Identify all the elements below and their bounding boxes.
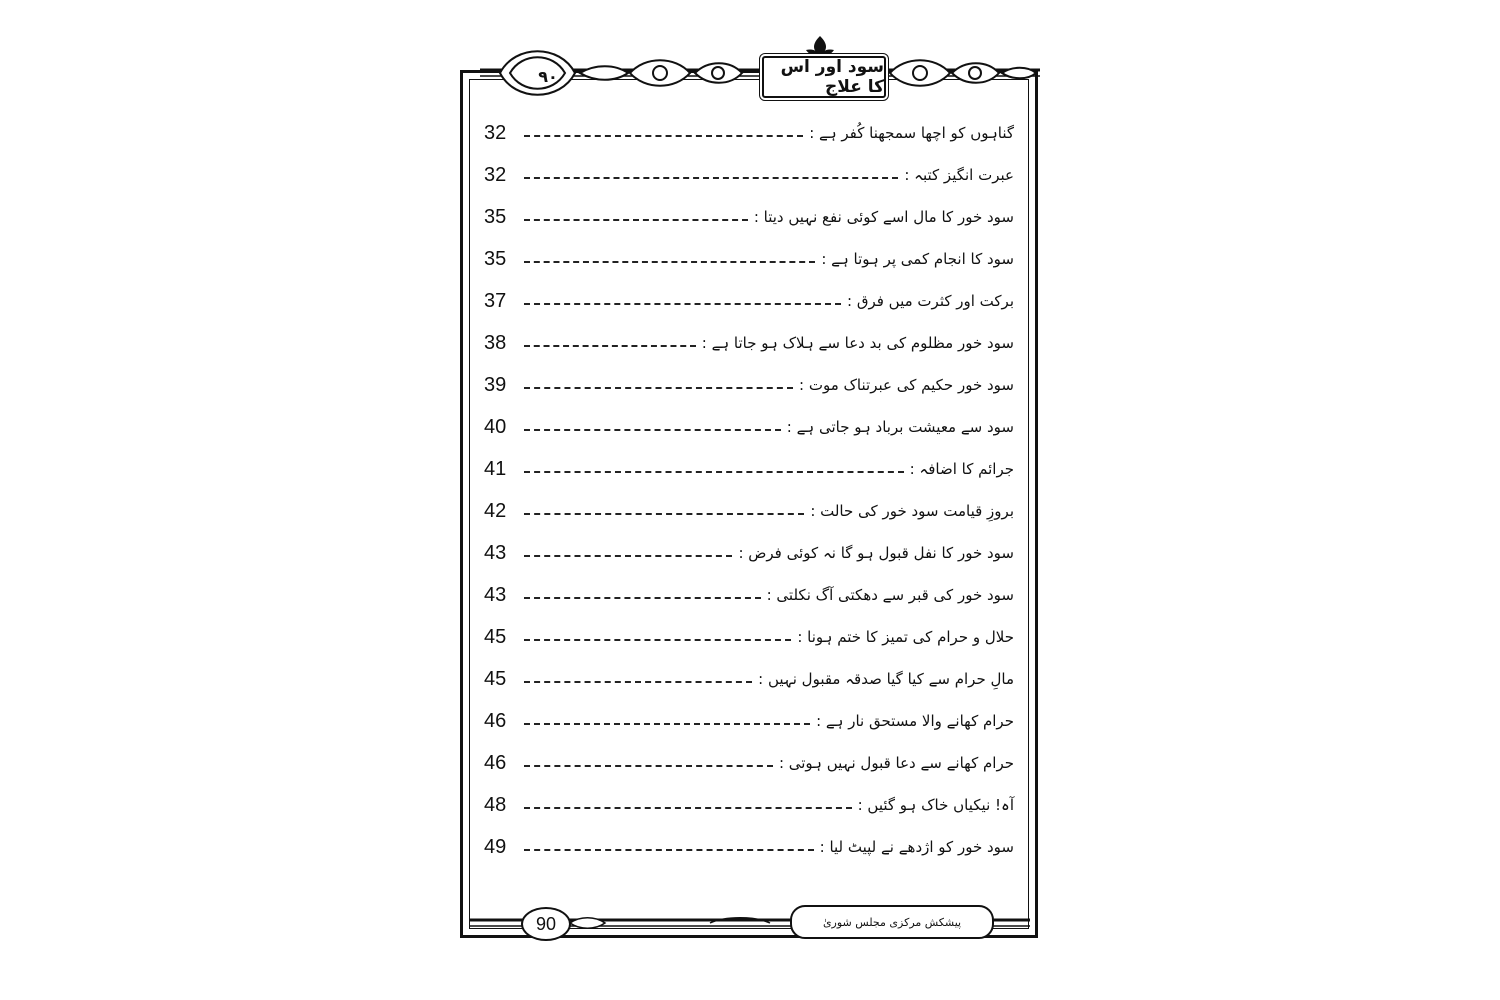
toc-title: آہ! نیکیاں خاک ہو گئیں :: [857, 796, 1014, 814]
toc-page-number: 48: [484, 793, 507, 816]
toc-row: [484, 490, 1014, 532]
toc-title: بروزِ قیامت سود خور کی حالت :: [810, 502, 1014, 520]
header-page-number: ۹۰: [538, 66, 558, 86]
toc-page-number: 46: [484, 751, 507, 774]
toc-leader: [524, 722, 810, 725]
toc-leader: [524, 386, 793, 389]
toc-page-number: 37: [484, 289, 507, 312]
toc-title: گناہوں کو اچھا سمجھنا کُفر ہے :: [809, 124, 1014, 142]
toc-title: سود خور کی قبر سے دھکتی آگ نکلتی :: [766, 586, 1014, 604]
toc-title: سود خور مظلوم کی بد دعا سے ہلاک ہو جاتا ہے :: [701, 334, 1014, 352]
toc-title: مالِ حرام سے کیا گیا صدقہ مقبول نہیں :: [758, 670, 1014, 688]
toc-title: سود خور کا نفل قبول ہو گا نہ کوئی فرض :: [738, 544, 1014, 562]
toc-leader: [524, 638, 791, 641]
table-of-contents: [484, 112, 1014, 868]
toc-leader: [524, 176, 898, 179]
toc-page-number: 35: [484, 247, 507, 270]
toc-title: جرائم کا اضافہ :: [909, 460, 1014, 478]
toc-row: [484, 658, 1014, 700]
toc-page-number: 38: [484, 331, 507, 354]
toc-row: [484, 280, 1014, 322]
toc-title: سود خور کو اژدھے نے لپیٹ لیا :: [819, 838, 1014, 856]
book-title: سود اور اس کا علاج: [762, 56, 886, 98]
toc-leader: [524, 806, 852, 809]
toc-title: برکت اور کثرت میں فرق :: [847, 292, 1014, 310]
toc-title: سود کا انجام کمی پر ہوتا ہے :: [821, 250, 1014, 268]
toc-row: [484, 196, 1014, 238]
toc-page-number: 49: [484, 835, 507, 858]
toc-row: [484, 238, 1014, 280]
toc-title: حلال و حرام کی تمیز کا ختم ہونا :: [797, 628, 1014, 646]
toc-leader: [524, 134, 803, 137]
toc-row: [484, 742, 1014, 784]
toc-page-number: 40: [484, 415, 507, 438]
toc-leader: [524, 596, 761, 599]
toc-page-number: 39: [484, 373, 507, 396]
toc-row: [484, 826, 1014, 868]
toc-row: [484, 784, 1014, 826]
footer-publisher-label: پیشکش مرکزی مجلس شوریٰ: [790, 905, 994, 939]
toc-leader: [524, 302, 841, 305]
toc-page-number: 32: [484, 121, 507, 144]
toc-page-number: 43: [484, 541, 507, 564]
toc-row: [484, 322, 1014, 364]
toc-page-number: 45: [484, 625, 507, 648]
toc-row: [484, 616, 1014, 658]
toc-page-number: 41: [484, 457, 507, 480]
toc-leader: [524, 260, 815, 263]
toc-row: [484, 406, 1014, 448]
toc-leader: [524, 512, 804, 515]
toc-row: [484, 700, 1014, 742]
toc-row: [484, 154, 1014, 196]
toc-page-number: 46: [484, 709, 507, 732]
toc-page-number: 43: [484, 583, 507, 606]
toc-leader: [524, 764, 773, 767]
toc-leader: [524, 428, 781, 431]
toc-title: سود خور حکیم کی عبرتناک موت :: [799, 376, 1014, 394]
toc-title: سود سے معیشت برباد ہو جاتی ہے :: [786, 418, 1014, 436]
toc-leader: [524, 344, 696, 347]
toc-leader: [524, 554, 732, 557]
toc-leader: [524, 218, 748, 221]
toc-row: [484, 574, 1014, 616]
footer-page-number: 90: [521, 907, 571, 941]
toc-title: عبرت انگیز کتبہ :: [904, 166, 1014, 184]
toc-leader: [524, 848, 814, 851]
toc-page-number: 45: [484, 667, 507, 690]
toc-row: [484, 364, 1014, 406]
toc-title: سود خور کا مال اسے کوئی نفع نہیں دیتا :: [753, 208, 1014, 226]
toc-row: [484, 112, 1014, 154]
toc-page-number: 32: [484, 163, 507, 186]
toc-page-number: 42: [484, 499, 507, 522]
toc-page-number: 35: [484, 205, 507, 228]
toc-title: حرام کھانے والا مستحق نار ہے :: [816, 712, 1014, 730]
toc-row: [484, 448, 1014, 490]
toc-leader: [524, 680, 752, 683]
toc-title: حرام کھانے سے دعا قبول نہیں ہوتی :: [778, 754, 1014, 772]
toc-row: [484, 532, 1014, 574]
toc-leader: [524, 470, 904, 473]
